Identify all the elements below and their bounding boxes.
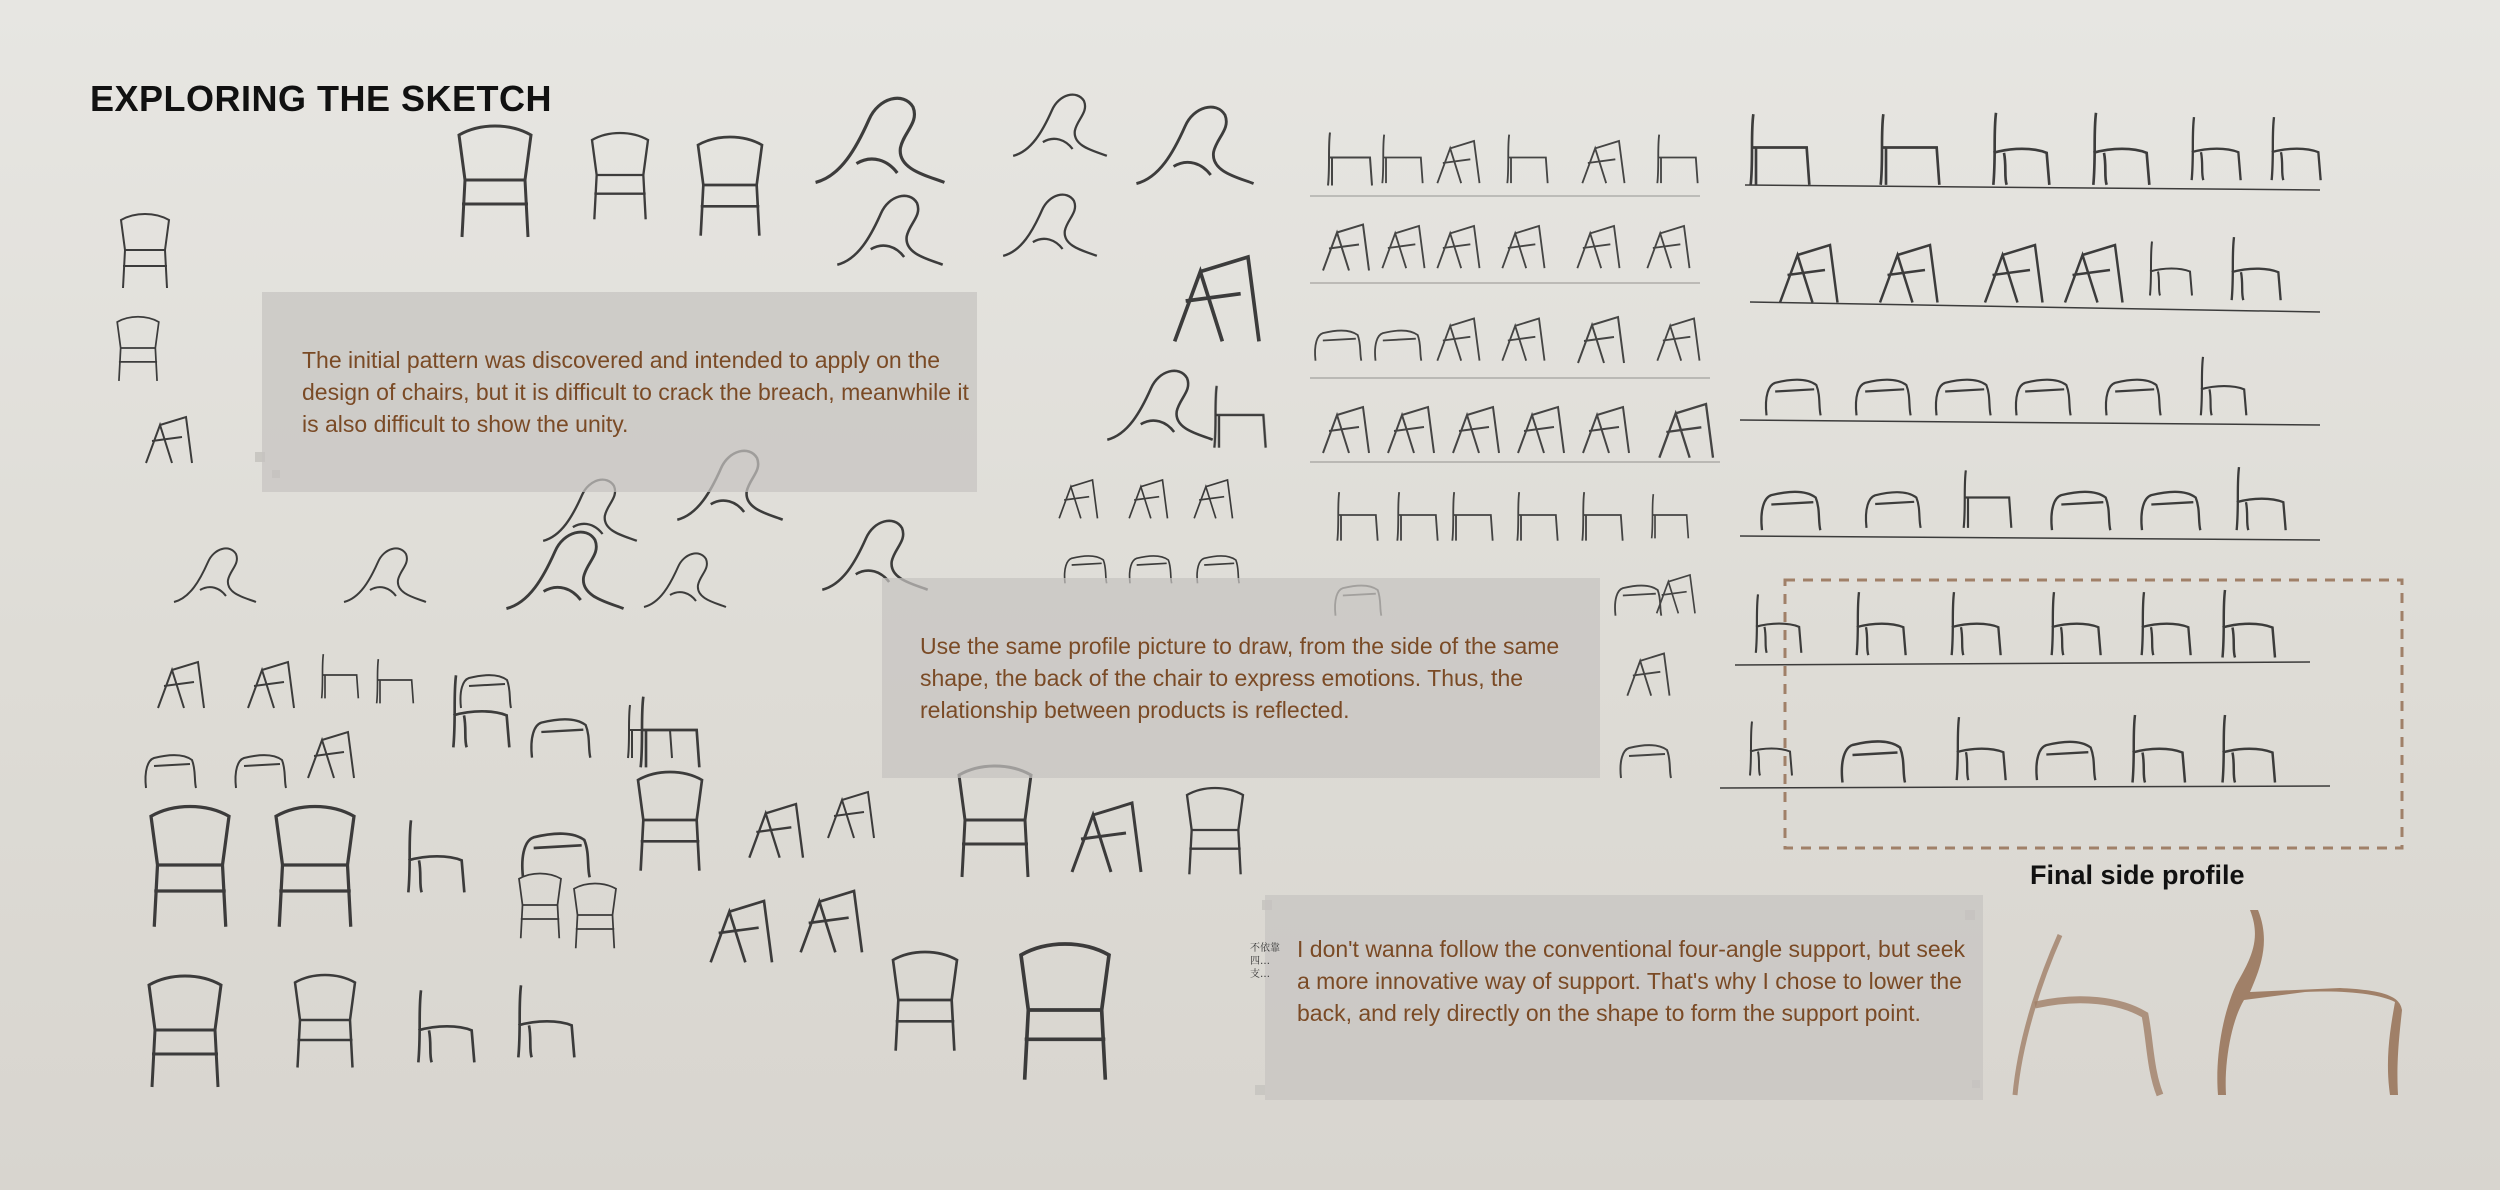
final-profile-chair-sketch [2015,935,2160,1095]
note-profile [882,578,1600,778]
note-support [1265,895,1983,1100]
note-support-text: I don't wanna follow the conventional four-angle support, but seek a more innovative way of support. That's why I chose to lower the back, and rely directly on the shape to form the support point. [1297,936,1965,1026]
handwritten-note: 不依靠四…支… [1250,943,1280,980]
note-pattern [262,292,977,492]
final-selection-frame [1785,580,2402,848]
page-title: EXPLORING THE SKETCH [90,78,553,119]
note-pattern-text: The initial pattern was discovered and intended to apply on the design of chairs, but it is difficult to crack the breach, meanwhile it is also difficult to show the unity. [302,347,969,437]
final-profile-label: Final side profile [2030,860,2245,890]
note-profile-text: Use the same profile picture to draw, from the side of the same shape, the back of the chair to express emotions. Thus, the relationship between products is reflected. [920,633,1560,723]
sketch-grid-right [1720,113,2330,788]
final-profile-chair-solid [2217,910,2402,1095]
